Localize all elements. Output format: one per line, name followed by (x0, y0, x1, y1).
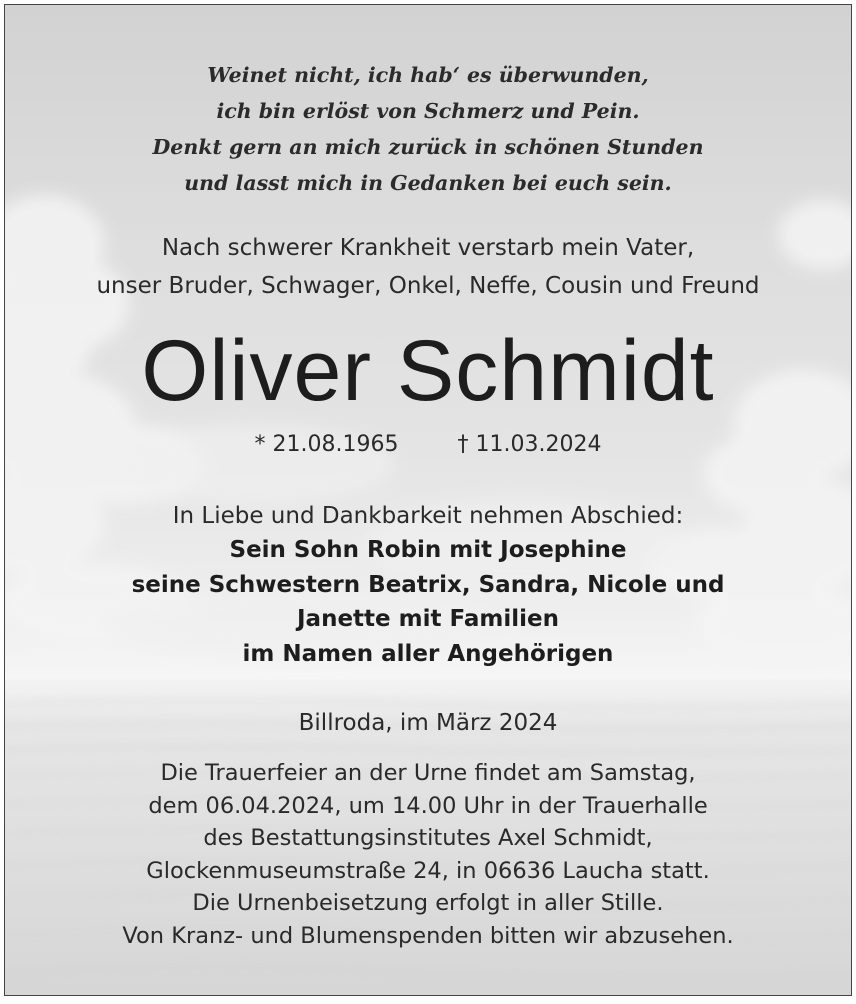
deceased-name: Oliver Schmidt (141, 323, 715, 419)
intro-block (5, 229, 851, 305)
service-line: Von Kranz- und Blumenspenden bitten wir abzusehen. (122, 922, 734, 949)
verse-line: ich bin erlöst von Schmerz und Pein. (216, 99, 640, 123)
service-line: Die Trauerfeier an der Urne findet am Samstag, (160, 760, 696, 786)
mourner-line: im Namen aller Angehörigen (242, 640, 614, 667)
verse-block (5, 57, 851, 201)
service-line: Die Urnenbeisetzung erfolgt in aller Stille. (192, 890, 664, 916)
verse-line: und lasst mich in Gedanken bei euch sein. (184, 171, 672, 195)
birth-date: * 21.08.1965 (254, 432, 399, 457)
mourner-line: Sein Sohn Robin mit Josephine (229, 537, 627, 563)
service-line: Glockenmuseumstraße 24, in 06636 Laucha statt. (146, 857, 710, 884)
life-dates (5, 425, 851, 465)
place-and-date: Billroda, im März 2024 (298, 710, 558, 736)
intro-line: Nach schwerer Krankheit verstarb mein Vater, (161, 235, 695, 261)
verse-line: Denkt gern an mich zurück in schönen Stunden (152, 135, 704, 159)
mourner-line: Janette mit Familien (297, 606, 559, 632)
farewell-heading: In Liebe und Dankbarkeit nehmen Abschied: (172, 503, 684, 529)
mourner-line: seine Schwestern Beatrix, Sandra, Nicole und (131, 571, 725, 598)
obituary-card (4, 4, 852, 996)
service-line: des Bestattungsinstitutes Axel Schmidt, (203, 825, 653, 851)
service-line: dem 06.04.2024, um 14.00 Uhr in der Trauerhalle (148, 792, 708, 819)
mourners-block (5, 533, 851, 671)
intro-line: unser Bruder, Schwager, Onkel, Neffe, Cousin und Freund (96, 273, 760, 299)
service-info-block (5, 757, 851, 952)
verse-line: Weinet nicht, ich hab‘ es überwunden, (207, 63, 649, 87)
death-date: † 11.03.2024 (457, 432, 602, 457)
